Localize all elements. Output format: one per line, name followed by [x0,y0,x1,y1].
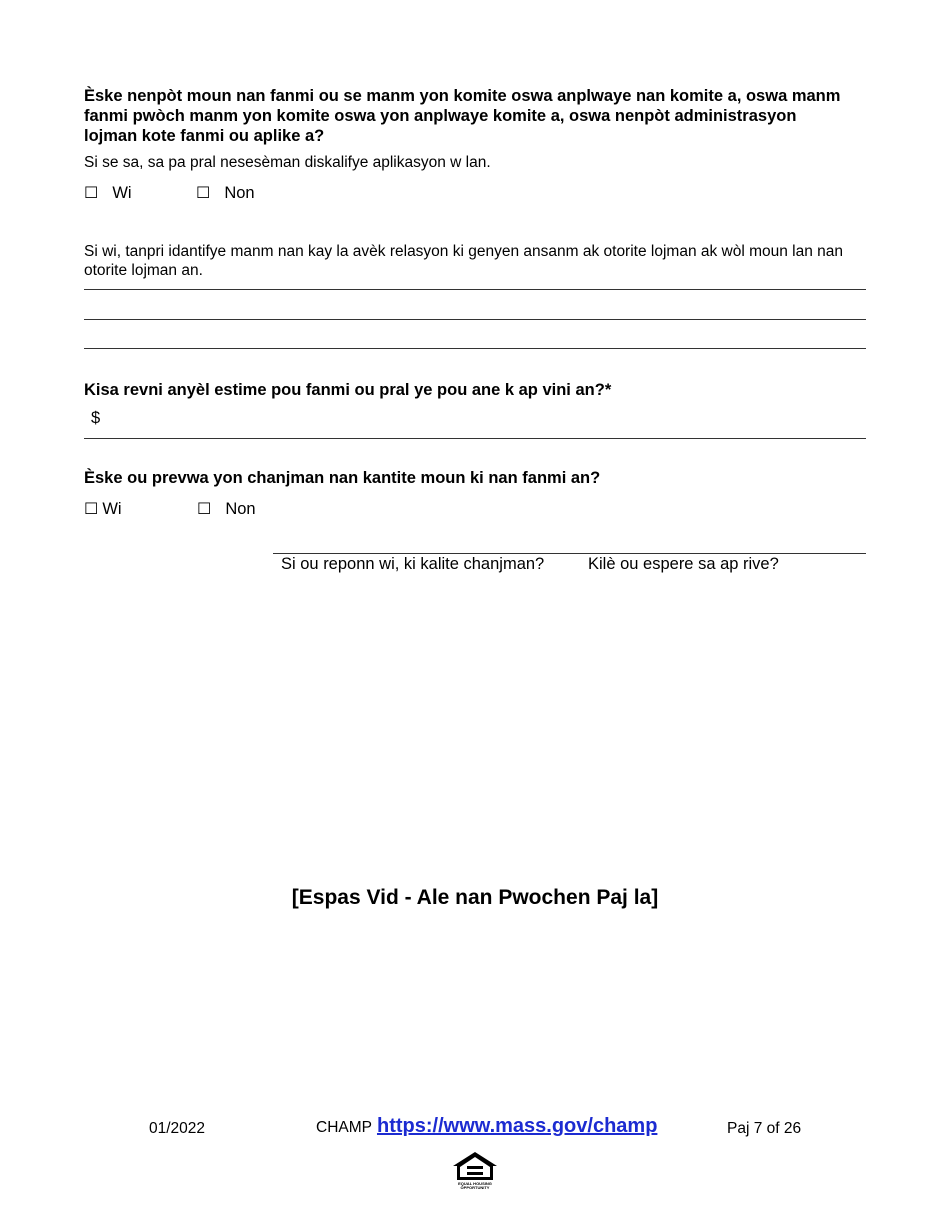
no-checkbox-1[interactable] [196,183,255,203]
footer-date: 01/2022 [149,1120,206,1137]
yes-checkbox-2[interactable] [84,499,122,519]
answer-line-2[interactable] [84,319,866,320]
footer-page-number: Paj 7 of 26 [727,1120,802,1137]
followup-instructions: Si wi, tanpri idantifye manm nan kay la avèk relasyon ki genyen ansanm ak otorite lojman ak wòl moun lan nan otorite lojman an. [84,243,844,279]
checkbox-icon: ☐ [197,501,212,518]
currency-symbol: $ [91,409,101,427]
equal-housing-logo [449,1150,501,1192]
question-annual-income: Kisa revni anyèl estime pou fanmi ou pral ye pou ane k ap vini an?* [84,381,612,399]
program-name: CHAMP [316,1119,372,1136]
footer-program [316,1115,657,1138]
yes-checkbox-1[interactable] [84,183,132,203]
checkbox-icon: ☐ [196,185,211,202]
checkbox-icon: ☐ [84,501,99,518]
income-input-line[interactable] [84,438,866,439]
no-checkbox-2[interactable] [197,499,256,519]
question-household-change: Èske ou prevwa yon chanjman nan kantite moun ki nan fanmi an? [84,469,601,487]
no-label: Non [225,499,256,518]
disqualify-note: Si se sa, sa pa pral nesesèman diskalifye aplikasyon w lan. [84,154,491,171]
answer-line-1[interactable] [84,289,866,290]
change-type-label: Si ou reponn wi, ki kalite chanjman? [281,555,545,573]
checkbox-icon: ☐ [84,185,99,202]
logo-caption: EQUAL HOUSING OPPORTUNITY [458,1181,492,1190]
blank-space-notice: [Espas Vid - Ale nan Pwochen Paj la] [291,886,659,909]
no-label: Non [224,183,255,202]
answer-line-3[interactable] [84,348,866,349]
champ-link[interactable]: https://www.mass.gov/champ [376,1115,658,1137]
change-input-line[interactable] [273,553,866,554]
yes-label: Wi [112,183,132,202]
change-date-label: Kilè ou espere sa ap rive? [588,555,779,573]
question-household-member-committee: Èske nenpòt moun nan fanmi ou se manm yon komite oswa anplwaye nan komite a, oswa manm fanmi pwòch manm yon komite oswa yon anplwaye komite a, oswa nenpòt administrasyon lojman kote fanmi ou aplike a? [84,87,841,145]
yes-label: Wi [102,499,122,518]
